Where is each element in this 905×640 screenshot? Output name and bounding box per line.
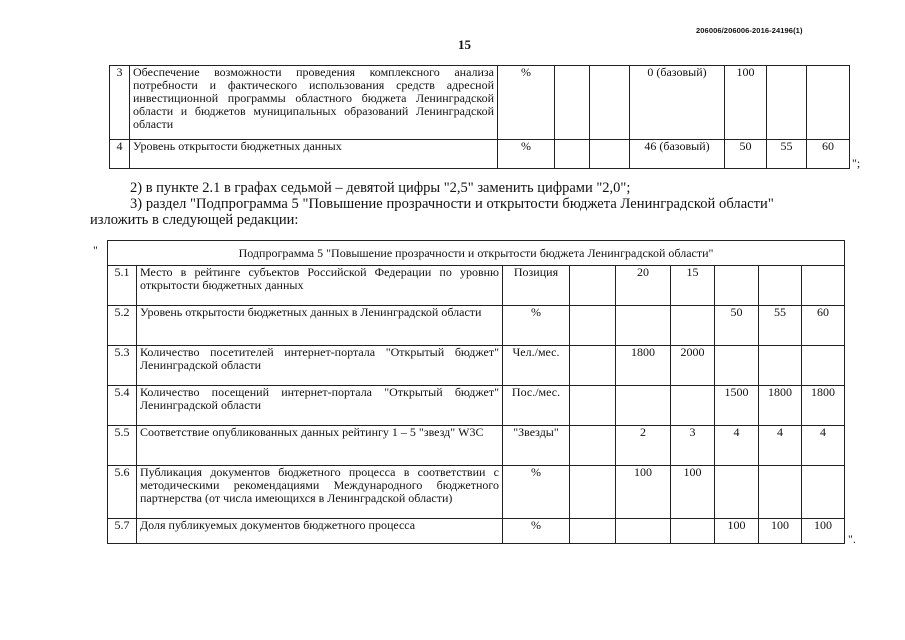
value-cell (570, 346, 616, 386)
table-row (108, 386, 845, 426)
row-number: 5.2 (108, 306, 137, 346)
value-cell: 55 (759, 306, 802, 346)
indicator-name: Количество посещений интернет-портала "Открытый бюджет" Ленинградской области (137, 386, 503, 426)
closing-quote: ". (848, 532, 856, 546)
value-cell: 100 (671, 466, 715, 519)
table-row (110, 66, 850, 140)
value-cell: 50 (715, 306, 759, 346)
page-number: 15 (458, 37, 471, 52)
table-row (108, 519, 845, 544)
unit-cell: Пос./мес. (503, 386, 570, 426)
value-cell: 46 (базовый) (630, 140, 725, 169)
value-cell (555, 66, 590, 140)
value-cell (616, 386, 671, 426)
value-cell (555, 140, 590, 169)
table-row (108, 346, 845, 386)
value-cell: 20 (616, 266, 671, 306)
unit-cell: Чел./мес. (503, 346, 570, 386)
table-row (108, 426, 845, 466)
value-cell (616, 306, 671, 346)
value-cell: 60 (807, 140, 850, 169)
value-cell: 2000 (671, 346, 715, 386)
value-cell: 15 (671, 266, 715, 306)
indicator-name: Количество посетителей интернет-портала "Открытый бюджет" Ленинградской области (137, 346, 503, 386)
value-cell: 1500 (715, 386, 759, 426)
value-cell (616, 519, 671, 544)
paragraph-3-continuation: изложить в следующей редакции: (90, 212, 299, 228)
unit-cell: % (503, 306, 570, 346)
unit-cell: "Звезды" (503, 426, 570, 466)
value-cell: 100 (759, 519, 802, 544)
value-cell (570, 466, 616, 519)
table-row (108, 466, 845, 519)
value-cell (590, 66, 630, 140)
value-cell: 100 (725, 66, 767, 140)
unit-cell: % (498, 140, 555, 169)
document-id: 206006/206006-2016-24196(1) (696, 26, 803, 35)
value-cell: 4 (802, 426, 845, 466)
value-cell: 2 (616, 426, 671, 466)
value-cell: 60 (802, 306, 845, 346)
value-cell: 50 (725, 140, 767, 169)
value-cell (570, 386, 616, 426)
value-cell: 4 (715, 426, 759, 466)
value-cell: 100 (715, 519, 759, 544)
indicator-name: Доля публикуемых документов бюджетного процесса (137, 519, 503, 544)
value-cell: 100 (802, 519, 845, 544)
value-cell (715, 466, 759, 519)
value-cell: 1800 (802, 386, 845, 426)
table-row (110, 140, 850, 169)
indicator-name: Соответствие опубликованных данных рейтингу 1 – 5 "звезд" W3C (137, 426, 503, 466)
row-number: 4 (110, 140, 130, 169)
row-number: 5.7 (108, 519, 137, 544)
paragraph-3: 3) раздел "Подпрограмма 5 "Повышение прозрачности и открытости бюджета Ленинградской области" (130, 196, 774, 212)
row-number: 3 (110, 66, 130, 140)
subprogram-title: Подпрограмма 5 "Повышение прозрачности и открытости бюджета Ленинградской области" (108, 241, 845, 266)
indicator-name: Уровень открытости бюджетных данных (130, 140, 498, 169)
value-cell (570, 266, 616, 306)
value-cell: 1800 (616, 346, 671, 386)
table-row (108, 266, 845, 306)
unit-cell: % (503, 519, 570, 544)
indicator-name: Обеспечение возможности проведения комплексного анализа потребности и фактического использования средств адресной инвестиционной программы областного бюджета Ленинградской области и бюджетов муниципальных образований Ленинградской области (130, 66, 498, 140)
value-cell: 4 (759, 426, 802, 466)
opening-quote: " (93, 243, 98, 257)
indicator-name: Место в рейтинге субъектов Российской Федерации по уровню открытости бюджетных данных (137, 266, 503, 306)
unit-cell: Позиция (503, 266, 570, 306)
value-cell (759, 466, 802, 519)
value-cell (802, 266, 845, 306)
row-number: 5.5 (108, 426, 137, 466)
value-cell (759, 266, 802, 306)
value-cell (671, 386, 715, 426)
value-cell (802, 466, 845, 519)
row-number: 5.3 (108, 346, 137, 386)
value-cell (671, 306, 715, 346)
value-cell: 1800 (759, 386, 802, 426)
row-number: 5.1 (108, 266, 137, 306)
value-cell (802, 346, 845, 386)
unit-cell: % (498, 66, 555, 140)
value-cell (759, 346, 802, 386)
indicator-name: Публикация документов бюджетного процесса в соответствии с методическими рекомендациями Международного бюджетного партнерства (от числа имеющихся в Ленинградской области) (137, 466, 503, 519)
value-cell (570, 426, 616, 466)
value-cell (715, 346, 759, 386)
table-row (108, 306, 845, 346)
value-cell: 0 (базовый) (630, 66, 725, 140)
value-cell: 100 (616, 466, 671, 519)
value-cell (671, 519, 715, 544)
paragraph-2: 2) в пункте 2.1 в графах седьмой – девятой цифры "2,5" заменить цифрами "2,0"; (130, 180, 631, 196)
row-number: 5.4 (108, 386, 137, 426)
value-cell (767, 66, 807, 140)
value-cell (570, 306, 616, 346)
value-cell: 55 (767, 140, 807, 169)
row-number: 5.6 (108, 466, 137, 519)
subprogram-5-table (107, 240, 845, 544)
value-cell (807, 66, 850, 140)
value-cell (590, 140, 630, 169)
closing-quote: "; (852, 156, 861, 170)
value-cell (715, 266, 759, 306)
unit-cell: % (503, 466, 570, 519)
value-cell (570, 519, 616, 544)
table-title-row (108, 241, 845, 266)
indicators-table-continued (109, 65, 850, 169)
indicator-name: Уровень открытости бюджетных данных в Ленинградской области (137, 306, 503, 346)
value-cell: 3 (671, 426, 715, 466)
